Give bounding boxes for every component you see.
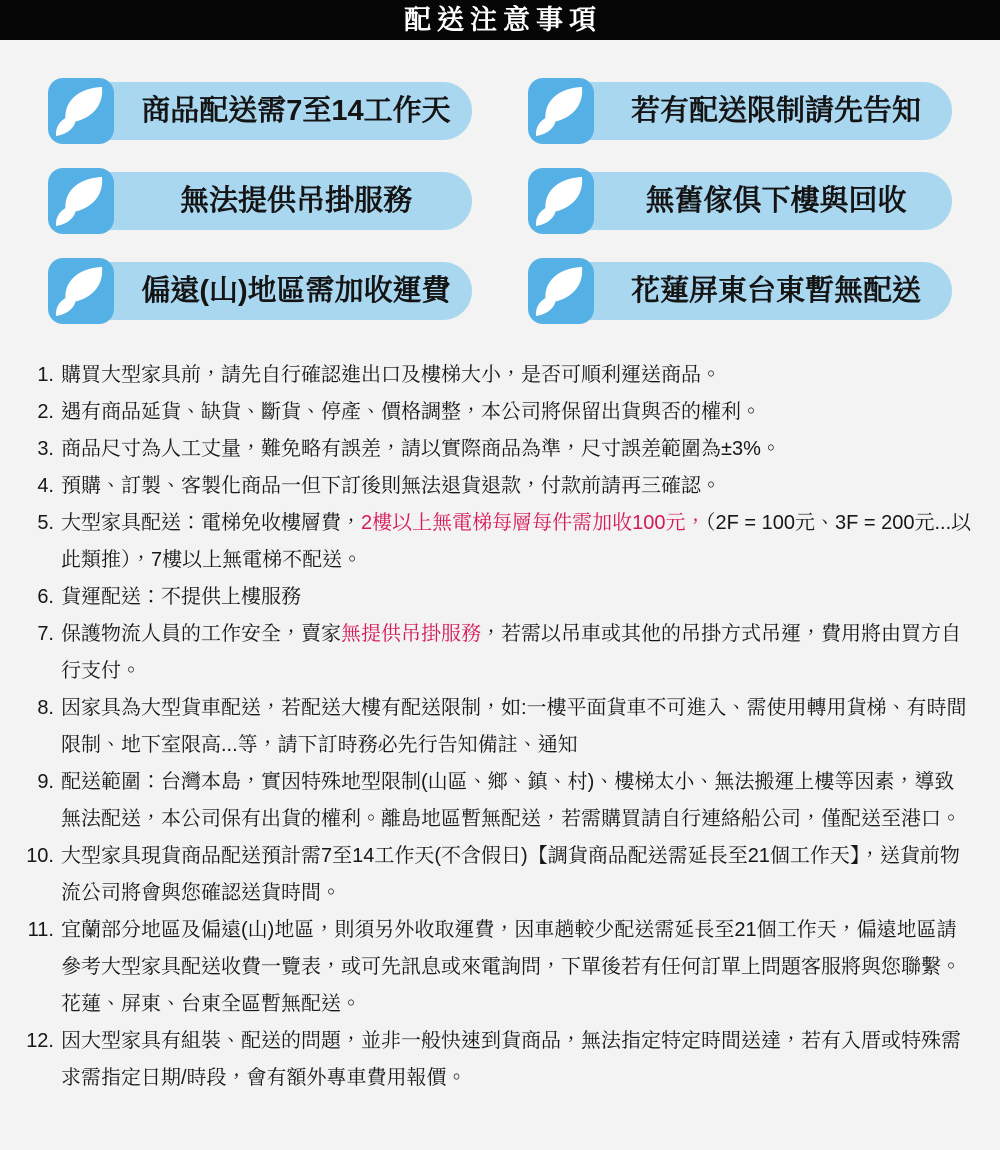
badge-pill (76, 172, 472, 230)
notice-number: 9. (37, 771, 54, 793)
leaf-icon (48, 78, 114, 144)
badge-pill (556, 172, 952, 230)
delivery-badge (528, 258, 952, 324)
notice-item (20, 468, 974, 505)
notice-text-segment: 宜蘭部分地區及偏遠(山)地區，則須另外收取運費，因車趟較少配送需延長至21個工作天，偏遠地區請參考大型家具配送收費一覽表，或可先訊息或來電詢問，下單後若有任何訂單上問題客服將與您聯繫。花蓮、屏東、台東全區暫無配送。 (61, 919, 961, 1015)
leaf-icon (48, 258, 114, 324)
notice-item (20, 394, 974, 431)
badge-label: 商品配送需7至14工作天 (141, 94, 451, 127)
notice-number: 1. (37, 364, 54, 386)
notice-number: 12. (26, 1030, 54, 1052)
notice-text-segment: ，若需以吊車或其他的吊掛方式吊運，費用將由買方自行支付。 (61, 623, 961, 682)
notice-item (20, 579, 974, 616)
delivery-badge (528, 78, 952, 144)
notice-item (20, 838, 974, 912)
leaf-icon (528, 78, 594, 144)
notice-item (20, 690, 974, 764)
notice-text (61, 912, 974, 1023)
notice-list (0, 357, 1000, 1097)
notice-text (61, 579, 974, 616)
notice-text-segment: 配送範圍：台灣本島，實因特殊地型限制(山區、鄉、鎮、村)、樓梯太小、無法搬運上樓等因素，導致無法配送，本公司保有出貨的權利。離島地區暫無配送，若需購買請自行連絡船公司，僅配送至港口。 (61, 771, 961, 830)
notice-item (20, 1023, 974, 1097)
notice-text (61, 505, 974, 579)
notice-item (20, 912, 974, 1023)
notice-item (20, 431, 974, 468)
delivery-badge (48, 258, 472, 324)
badge-pill (76, 82, 472, 140)
badge-grid (0, 40, 1000, 324)
badge-pill (556, 262, 952, 320)
notice-number: 8. (37, 697, 54, 719)
delivery-badge (528, 168, 952, 234)
notice-item (20, 505, 974, 579)
notice-number: 5. (37, 512, 54, 534)
notice-text-segment: （2F = 100元、3F = 200元...以此類推），7樓以上無電梯不配送。 (61, 512, 972, 571)
notice-text (61, 394, 974, 431)
page-title: 配送注意事項 (404, 4, 602, 35)
notice-text-highlight: 2樓以上無電梯每層每件需加收100元， (361, 512, 706, 534)
notice-number: 6. (37, 586, 54, 608)
notice-number: 2. (37, 401, 54, 423)
notice-text-segment: 遇有商品延貨、缺貨、斷貨、停產、價格調整，本公司將保留出貨與否的權利。 (61, 401, 761, 423)
notice-text (61, 431, 974, 468)
notice-text-segment: 預購、訂製、客製化商品一但下訂後則無法退貨退款，付款前請再三確認。 (61, 475, 721, 497)
delivery-badge (48, 78, 472, 144)
notice-text (61, 357, 974, 394)
notice-number: 3. (37, 438, 54, 460)
notice-text-segment: 大型家具現貨商品配送預計需7至14工作天(不含假日)【調貨商品配送需延長至21個工作天】，送貨前物流公司將會與您確認送貨時間。 (61, 845, 960, 904)
notice-number: 10. (26, 845, 54, 867)
badge-pill (76, 262, 472, 320)
badge-label: 若有配送限制請先告知 (630, 94, 921, 127)
notice-text-segment: 因大型家具有組裝、配送的問題，並非一般快速到貨商品，無法指定特定時間送達，若有入厝或特殊需求需指定日期/時段，會有額外專車費用報價。 (61, 1030, 961, 1089)
notice-item (20, 764, 974, 838)
notice-item (20, 357, 974, 394)
notice-text-segment: 保護物流人員的工作安全，賣家 (61, 623, 341, 645)
notice-text (61, 616, 974, 690)
delivery-badge (48, 168, 472, 234)
page-header (0, 0, 1000, 40)
badge-label: 偏遠(山)地區需加收運費 (141, 274, 451, 307)
notice-text (61, 1023, 974, 1097)
leaf-icon (528, 168, 594, 234)
leaf-icon (48, 168, 114, 234)
notice-text (61, 838, 974, 912)
notice-number: 11. (27, 919, 54, 941)
notice-text-segment: 商品尺寸為人工丈量，難免略有誤差，請以實際商品為準，尺寸誤差範圍為±3%。 (61, 438, 781, 460)
notice-text-highlight: 無提供吊掛服務 (341, 623, 481, 645)
notice-text (61, 690, 974, 764)
notice-text (61, 764, 974, 838)
badge-pill (556, 82, 952, 140)
leaf-icon (528, 258, 594, 324)
notice-text-segment: 大型家具配送：電梯免收樓層費， (61, 512, 361, 534)
notice-text-segment: 貨運配送：不提供上樓服務 (61, 586, 301, 608)
notice-text (61, 468, 974, 505)
notice-text-segment: 購買大型家具前，請先自行確認進出口及樓梯大小，是否可順利運送商品。 (61, 364, 721, 386)
notice-item (20, 616, 974, 690)
notice-number: 4. (37, 475, 54, 497)
badge-label: 花蓮屏東台東暫無配送 (630, 274, 921, 307)
badge-label: 無法提供吊掛服務 (179, 184, 412, 217)
notice-number: 7. (37, 623, 54, 645)
badge-label: 無舊傢俱下樓與回收 (645, 184, 907, 217)
notice-text-segment: 因家具為大型貨車配送，若配送大樓有配送限制，如:一樓平面貨車不可進入、需使用轉用貨梯、有時間限制、地下室限高...等，請下訂時務必先行告知備註、通知 (61, 697, 967, 756)
